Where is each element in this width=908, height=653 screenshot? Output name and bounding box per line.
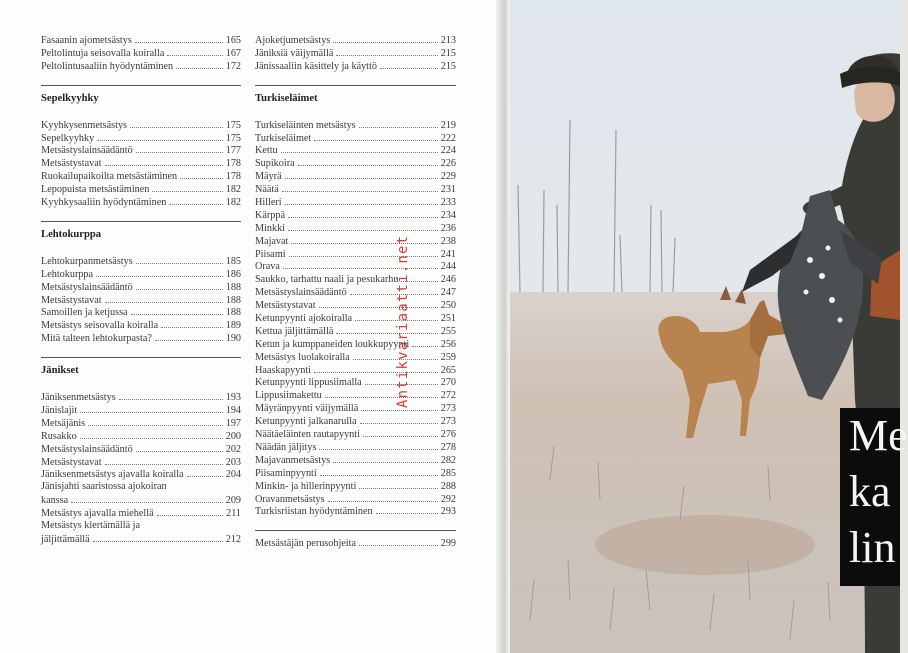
toc-entry-title: Minkki: [255, 222, 286, 234]
toc-entry-title-line: Jänisjahti saaristossa ajokoiran: [41, 481, 167, 493]
toc-entry-page: 209: [225, 495, 241, 507]
toc-entry-title: Metsästyslainsäädäntö: [41, 443, 133, 455]
toc-entry-title: Peltolintuja seisovalla koiralla: [41, 47, 165, 59]
toc-entry: [255, 312, 456, 325]
toc-entry: [255, 248, 456, 261]
toc-entry-page: 236: [440, 222, 456, 234]
toc-entry-page: 222: [440, 132, 456, 144]
toc-entry: [41, 196, 241, 209]
toc-leader-dots: [380, 60, 438, 69]
toc-entry: [41, 391, 241, 404]
toc-entry: [41, 417, 241, 430]
toc-entry-title: Kyyhkysenmetsästys: [41, 119, 128, 131]
toc-entry-title: Saukko, tarhattu naali ja pesukarhu: [255, 274, 399, 286]
toc-entry: [255, 60, 456, 73]
toc-entry-page: 270: [440, 377, 456, 389]
toc-entry-page: 226: [440, 158, 456, 170]
toc-entry-page: 247: [440, 287, 456, 299]
toc-entry-title: Metsästyslainsäädäntö: [41, 281, 133, 293]
toc-entry-page: 177: [225, 145, 241, 157]
toc-entry-page: 197: [225, 417, 241, 429]
toc-entry-title: Sepelkyyhky: [41, 132, 95, 144]
toc-entry-page: 273: [440, 403, 456, 415]
toc-entry: [255, 196, 456, 209]
toc-entry: [255, 376, 456, 389]
toc-entry: [255, 338, 456, 351]
toc-leader-dots: [291, 235, 437, 244]
toc-entry: [41, 157, 241, 170]
toc-leader-dots: [282, 183, 438, 192]
toc-entry-page: 200: [225, 430, 241, 442]
toc-entry: [41, 332, 241, 345]
toc-entry-title: Lehtokurppa: [41, 268, 94, 280]
toc-leader-dots: [359, 537, 438, 546]
chapter-title-box: [840, 408, 908, 586]
toc-entry-title: Mitä talteen lehtokurpasta?: [41, 333, 152, 345]
section-heading: Jänikset: [41, 365, 79, 377]
toc-entry-page: 215: [440, 60, 456, 72]
toc-leader-dots: [169, 196, 222, 205]
toc-leader-dots: [130, 119, 223, 128]
toc-leader-dots: [285, 170, 438, 179]
toc-entry-title: Rusakko: [41, 430, 77, 442]
toc-leader-dots: [298, 157, 438, 166]
toc-entry: [255, 286, 456, 299]
toc-entry-title: Jänislajit: [41, 405, 78, 417]
toc-entry-page: 265: [440, 364, 456, 376]
toc-leader-dots: [80, 430, 223, 439]
toc-entry: [255, 183, 456, 196]
toc-entry-page: 175: [225, 119, 241, 131]
chapter-title-line: ka: [849, 467, 891, 516]
toc-leader-dots: [363, 428, 438, 437]
toc-leader-dots: [325, 389, 438, 398]
toc-entry: [255, 505, 456, 518]
toc-entry: [255, 119, 456, 132]
watermark: Antikvariaatti.net: [395, 234, 411, 408]
toc-leader-dots: [136, 255, 223, 264]
toc-entry-page: 204: [225, 469, 241, 481]
toc-entry-page: 255: [440, 325, 456, 337]
toc-entry-page: 185: [225, 255, 241, 267]
toc-entry-title: Metsästystavat: [41, 456, 102, 468]
toc-leader-dots: [187, 468, 223, 477]
toc-entry: [255, 144, 456, 157]
toc-entry-title: Lepopuista metsästäminen: [41, 184, 150, 196]
toc-entry-page: 278: [440, 441, 456, 453]
toc-entry: [41, 507, 241, 520]
toc-entry-title: Turkisriistan hyödyntäminen: [255, 506, 373, 518]
toc-entry-page: 259: [440, 351, 456, 363]
toc-entry-page: 190: [225, 333, 241, 345]
section-heading: Turkiseläimet: [255, 92, 318, 104]
toc-entry-title: Jäniksenmetsästys: [41, 392, 116, 404]
toc-entry-title: Mäyrä: [255, 171, 282, 183]
toc-entry: [255, 402, 456, 415]
toc-entry-title: Turkiseläinten metsästys: [255, 119, 356, 131]
toc-leader-dots: [412, 338, 438, 347]
toc-entry-title: Metsästystavat: [41, 158, 102, 170]
toc-entry-page: 178: [225, 171, 241, 183]
toc-entry-title: Näädän jäljitys: [255, 441, 317, 453]
toc-leader-dots: [136, 443, 223, 452]
toc-entry: [255, 34, 456, 47]
toc-entry: [41, 319, 241, 332]
toc-entry-page: 219: [440, 119, 456, 131]
toc-leader-dots: [96, 268, 223, 277]
chapter-title-line: Me: [849, 411, 908, 460]
toc-entry: [255, 273, 456, 286]
toc-entry: [255, 157, 456, 170]
book-gutter: [496, 0, 510, 653]
toc-entry: [41, 268, 241, 281]
toc-leader-dots: [176, 60, 223, 69]
toc-entry-title: Näätä: [255, 184, 279, 196]
toc-entry: [255, 260, 456, 273]
toc-entry-title-line: Metsästys kiertämällä ja: [41, 520, 141, 532]
toc-leader-dots: [71, 494, 223, 503]
toc-entry-title: Majavat: [255, 235, 289, 247]
toc-entry-title: Ruokailupaikoilta metsästäminen: [41, 171, 178, 183]
toc-entry-page: 250: [440, 300, 456, 312]
chapter-title-line: lin: [849, 523, 896, 572]
toc-entry: [41, 47, 241, 60]
toc-entry-page: 251: [440, 313, 456, 325]
toc-entry-page: 299: [440, 538, 456, 550]
toc-entry: [41, 306, 241, 319]
toc-entry-page: 229: [440, 171, 456, 183]
toc-entry-page: 272: [440, 390, 456, 402]
toc-entry: [41, 430, 241, 443]
toc-entry-page: 213: [440, 35, 456, 46]
toc-leader-dots: [281, 144, 438, 153]
toc-entry-title: Supikoira: [255, 158, 295, 170]
toc-entry-title: Kärppä: [255, 209, 285, 221]
toc-entry-title: Lehtokurpanmetsästys: [41, 255, 133, 267]
toc-entry-title: Majavanmetsästys: [255, 454, 331, 466]
toc-entry-page: 233: [440, 197, 456, 209]
toc-entry-title: kanssa: [41, 495, 69, 507]
toc-entry: [255, 299, 456, 312]
toc-leader-dots: [319, 299, 438, 308]
toc-entry-page: 292: [440, 493, 456, 505]
toc-leader-dots: [359, 119, 438, 128]
toc-entry-title: jäljittämällä: [41, 533, 90, 545]
toc-leader-dots: [314, 132, 437, 141]
toc-entry-title: Metsästyslainsäädäntö: [41, 145, 133, 157]
toc-leader-dots: [105, 157, 223, 166]
toc-entry-page: 193: [225, 392, 241, 404]
toc-leader-dots: [135, 34, 223, 43]
toc-entry-page: 188: [225, 294, 241, 306]
toc-entry-page: 288: [440, 480, 456, 492]
toc-entry-title: Lippusiimakettu: [255, 390, 322, 402]
toc-entry-page: 282: [440, 454, 456, 466]
toc-entry-page: 241: [440, 248, 456, 260]
toc-entry-page: 202: [225, 443, 241, 455]
toc-entry-title: Metsäjänis: [41, 417, 86, 429]
toc-leader-dots: [336, 325, 437, 334]
toc-entry: [41, 183, 241, 196]
toc-entry: [41, 132, 241, 145]
toc-entry: [41, 119, 241, 132]
toc-leader-dots: [319, 441, 437, 450]
toc-entry: [41, 294, 241, 307]
toc-entry: [255, 47, 456, 60]
toc-entry-page: 203: [225, 456, 241, 468]
toc-entry-title: Ketunpyynti jalkanarulla: [255, 416, 357, 428]
toc-entry-title: Orava: [255, 261, 280, 273]
toc-entry-title: Metsästys luolakoiralla: [255, 351, 350, 363]
toc-entry-page: 194: [225, 405, 241, 417]
toc-entry-title: Oravanmetsästys: [255, 493, 325, 505]
toc-entry: [255, 415, 456, 428]
toc-entry: [255, 351, 456, 364]
toc-entry-page: 231: [440, 184, 456, 196]
toc-entry: [41, 34, 241, 47]
toc-entry: [255, 222, 456, 235]
toc-entry-title: Ketunpyynti lippusiimalla: [255, 377, 362, 389]
toc-entry-title: Fasaanin ajometsästys: [41, 35, 132, 46]
toc-leader-dots: [359, 480, 437, 489]
toc-entry-page: 224: [440, 145, 456, 157]
toc-entry: [41, 170, 241, 183]
toc-entry: [41, 456, 241, 469]
toc-entry: [41, 60, 241, 73]
toc-entry-title: Metsästys ajavalla miehellä: [41, 508, 154, 520]
toc-leader-dots: [136, 281, 223, 290]
toc-entry: [255, 454, 456, 467]
toc-entry-page: 189: [225, 320, 241, 332]
toc-entry-title: Mäyränpyynti väijymällä: [255, 403, 359, 415]
toc-leader-dots: [131, 306, 223, 315]
toc-entry: [255, 493, 456, 506]
toc-column-1: [41, 34, 241, 546]
toc-leader-dots: [333, 34, 437, 43]
toc-entry: [255, 364, 456, 377]
toc-leader-dots: [161, 319, 223, 328]
toc-entry: [255, 467, 456, 480]
toc-leader-dots: [136, 144, 223, 153]
toc-entry-page: 175: [225, 132, 241, 144]
toc-entry: [41, 255, 241, 268]
toc-entry: [255, 209, 456, 222]
toc-leader-dots: [285, 196, 438, 205]
toc-column-2: [255, 34, 456, 550]
toc-leader-dots: [288, 209, 438, 218]
toc-entry-page: 188: [225, 307, 241, 319]
toc-entry: [255, 480, 456, 493]
toc-entry: [41, 404, 241, 417]
toc-entry: [255, 170, 456, 183]
toc-entry-title: Jäniksiä väijymällä: [255, 47, 334, 59]
toc-entry-page: 246: [440, 274, 456, 286]
toc-entry-title: Samoillen ja ketjussa: [41, 307, 128, 319]
toc-entry-page: 186: [225, 268, 241, 280]
section-heading: Lehtokurppa: [41, 228, 102, 240]
toc-entry-title: Piisaminpyynti: [255, 467, 317, 479]
toc-entry-page: 212: [225, 533, 241, 545]
toc-entry-title: Kettu: [255, 145, 278, 157]
toc-entry-title: Ketunpyynti ajokoiralla: [255, 313, 353, 325]
toc-leader-dots: [105, 456, 223, 465]
toc-leader-dots: [152, 183, 222, 192]
toc-entry-page: 182: [225, 184, 241, 196]
toc-leader-dots: [167, 47, 222, 56]
toc-entry-page: 234: [440, 209, 456, 221]
toc-entry-title: Ajoketjumetsästys: [255, 35, 331, 46]
toc-leader-dots: [119, 391, 223, 400]
section-heading: Sepelkyyhky: [41, 92, 99, 104]
toc-leader-dots: [288, 222, 438, 231]
toc-entry-title: Metsästystavat: [41, 294, 102, 306]
toc-entry-title: Piisami: [255, 248, 286, 260]
toc-leader-dots: [320, 467, 438, 476]
toc-entry-title: Hilleri: [255, 197, 282, 209]
toc-entry-page: 273: [440, 416, 456, 428]
toc-leader-dots: [360, 415, 438, 424]
toc-entry-page: 182: [225, 197, 241, 209]
toc-entry: [255, 537, 456, 550]
toc-entry: [255, 132, 456, 145]
toc-entry-title: Metsästyslainsäädäntö: [255, 287, 347, 299]
toc-leader-dots: [289, 248, 438, 257]
toc-entry-page: 293: [440, 506, 456, 518]
toc-entry-page: 165: [225, 35, 241, 46]
toc-entry: [255, 235, 456, 248]
toc-entry-title: Ketun ja kumppaneiden loukkupyynti: [255, 338, 410, 350]
toc-entry-page: 215: [440, 47, 456, 59]
toc-entry-title: Jänissaaliin käsittely ja käyttö: [255, 60, 377, 72]
toc-entry: [41, 494, 241, 507]
toc-entry: [41, 468, 241, 481]
toc-leader-dots: [97, 132, 223, 141]
toc-entry-title: Peltolintusaaliin hyödyntäminen: [41, 60, 174, 72]
toc-entry: [255, 428, 456, 441]
toc-leader-dots: [157, 507, 224, 516]
toc-entry-page: 188: [225, 281, 241, 293]
toc-entry-title: Minkin- ja hillerinpyynti: [255, 480, 357, 492]
toc-leader-dots: [336, 47, 437, 56]
toc-leader-dots: [328, 493, 438, 502]
toc-entry: [41, 281, 241, 294]
toc-leader-dots: [88, 417, 223, 426]
toc-entry-page: 211: [226, 508, 241, 520]
toc-entry-page: 256: [440, 338, 456, 350]
toc-entry-title: Kyyhkysaaliin hyödyntäminen: [41, 197, 167, 209]
toc-leader-dots: [376, 505, 438, 514]
toc-entry-page: 276: [440, 429, 456, 441]
toc-entry-page: 285: [440, 467, 456, 479]
toc-entry-page: 178: [225, 158, 241, 170]
toc-entry-title: Näätäeläinten rautapyynti: [255, 429, 360, 441]
toc-leader-dots: [333, 454, 437, 463]
toc-entry-title: Metsästäjän perusohjeita: [255, 538, 356, 550]
toc-leader-dots: [93, 533, 223, 542]
toc-entry-page: 172: [225, 60, 241, 72]
toc-leader-dots: [314, 364, 438, 373]
toc-entry-page: 244: [440, 261, 456, 273]
toc-entry: [41, 144, 241, 157]
toc-entry-page: 238: [440, 235, 456, 247]
toc-entry: [255, 389, 456, 402]
toc-entry-page: 167: [225, 47, 241, 59]
toc-entry-title: Haaskapyynti: [255, 364, 312, 376]
toc-entry: [255, 325, 456, 338]
toc-entry: [41, 533, 241, 546]
toc-leader-dots: [350, 286, 438, 295]
toc-leader-dots: [105, 294, 223, 303]
toc-entry-title: Metsästys seisovalla koiralla: [41, 320, 159, 332]
toc-leader-dots: [180, 170, 223, 179]
toc-entry-title: Jäniksenmetsästys ajavalla koiralla: [41, 469, 184, 481]
toc-entry-title: Metsästystavat: [255, 300, 316, 312]
toc-leader-dots: [283, 260, 438, 269]
toc-entry-title: Turkiseläimet: [255, 132, 312, 144]
toc-entry: [255, 441, 456, 454]
toc-leader-dots: [155, 332, 223, 341]
toc-leader-dots: [80, 404, 223, 413]
toc-entry: [41, 443, 241, 456]
toc-entry-title: Kettua jäljittämällä: [255, 325, 334, 337]
